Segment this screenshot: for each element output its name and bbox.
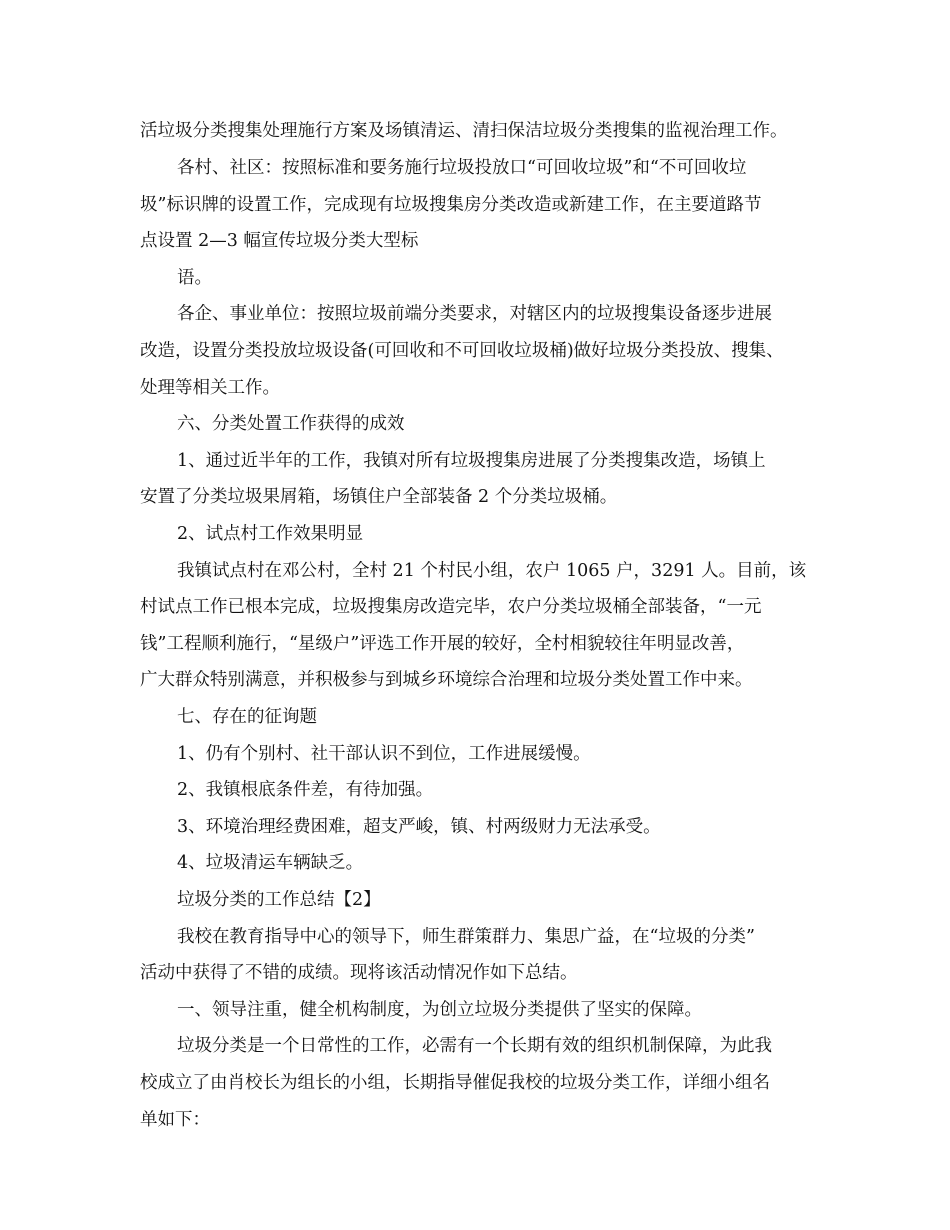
paragraph-line: 单如下： <box>140 1110 210 1130</box>
paragraph-line: 语。 <box>177 268 212 288</box>
paragraph-line: 4、垃圾清运车辆缺乏。 <box>177 853 364 873</box>
paragraph-line: 活垃圾分类搜集处理施行方案及场镇清运、清扫保洁垃圾分类搜集的监视治理工作。 <box>140 121 788 141</box>
section-heading: 一、领导注重，健全机构制度，为创立垃圾分类提供了坚实的保障。 <box>177 1000 702 1020</box>
paragraph-line: 1、通过近半年的工作，我镇对所有垃圾搜集房进展了分类搜集改造，场镇上 <box>177 451 766 471</box>
paragraph-line: 活动中获得了不错的成绩。现将该活动情况作如下总结。 <box>140 963 578 983</box>
paragraph-line: 点设置 2—3 幅宣传垃圾分类大型标 <box>140 231 419 251</box>
paragraph-line: 各村、社区：按照标准和要务施行垃圾投放口“可回收垃圾”和“不可回收垃 <box>177 158 747 178</box>
section-heading: 七、存在的征询题 <box>177 707 317 727</box>
paragraph-line: 垃圾分类是一个日常性的工作，必需有一个长期有效的组织机制保障，为此我 <box>177 1036 772 1056</box>
paragraph-line: 3、环境治理经费困难，超支严峻，镇、村两级财力无法承受。 <box>177 817 661 837</box>
paragraph-line: 1、仍有个别村、社干部认识不到位，工作进展缓慢。 <box>177 744 591 764</box>
paragraph-line: 我校在教育指导中心的领导下，师生群策群力、集思广益，在“垃圾的分类” <box>177 927 755 947</box>
paragraph-line: 2、我镇根底条件差，有待加强。 <box>177 780 434 800</box>
section-heading: 垃圾分类的工作总结【2】 <box>177 890 381 910</box>
paragraph-line: 2、试点村工作效果明显 <box>177 524 364 544</box>
paragraph-line: 处理等相关工作。 <box>140 378 280 398</box>
paragraph-line: 改造，设置分类投放垃圾设备(可回收和不可回收垃圾桶)做好垃圾分类投放、搜集、 <box>140 341 784 361</box>
paragraph-line: 安置了分类垃圾果屑箱，场镇住户全部装备 2 个分类垃圾桶。 <box>140 487 618 507</box>
paragraph-line: 校成立了由肖校长为组长的小组，长期指导催促我校的垃圾分类工作，详细小组名 <box>140 1073 770 1093</box>
paragraph-line: 广大群众特别满意，并积极参与到城乡环境综合治理和垃圾分类处置工作中来。 <box>140 670 753 690</box>
paragraph-line: 我镇试点村在邓公村，全村 21 个村民小组，农户 1065 户，3291 人。目前，该 <box>177 561 807 581</box>
paragraph-line: 村试点工作已根本完成，垃圾搜集房改造完毕，农户分类垃圾桶全部装备，“一元 <box>140 597 762 617</box>
paragraph-line: 圾”标识牌的设置工作，完成现有垃圾搜集房分类改造或新建工作，在主要道路节 <box>140 195 762 215</box>
paragraph-line: 钱”工程顺利施行，“星级户”评选工作开展的较好，全村相貌较往年明显改善， <box>140 634 745 654</box>
paragraph-line: 各企、事业单位：按照垃圾前端分类要求，对辖区内的垃圾搜集设备逐步进展 <box>177 304 772 324</box>
section-heading: 六、分类处置工作获得的成效 <box>177 414 405 434</box>
